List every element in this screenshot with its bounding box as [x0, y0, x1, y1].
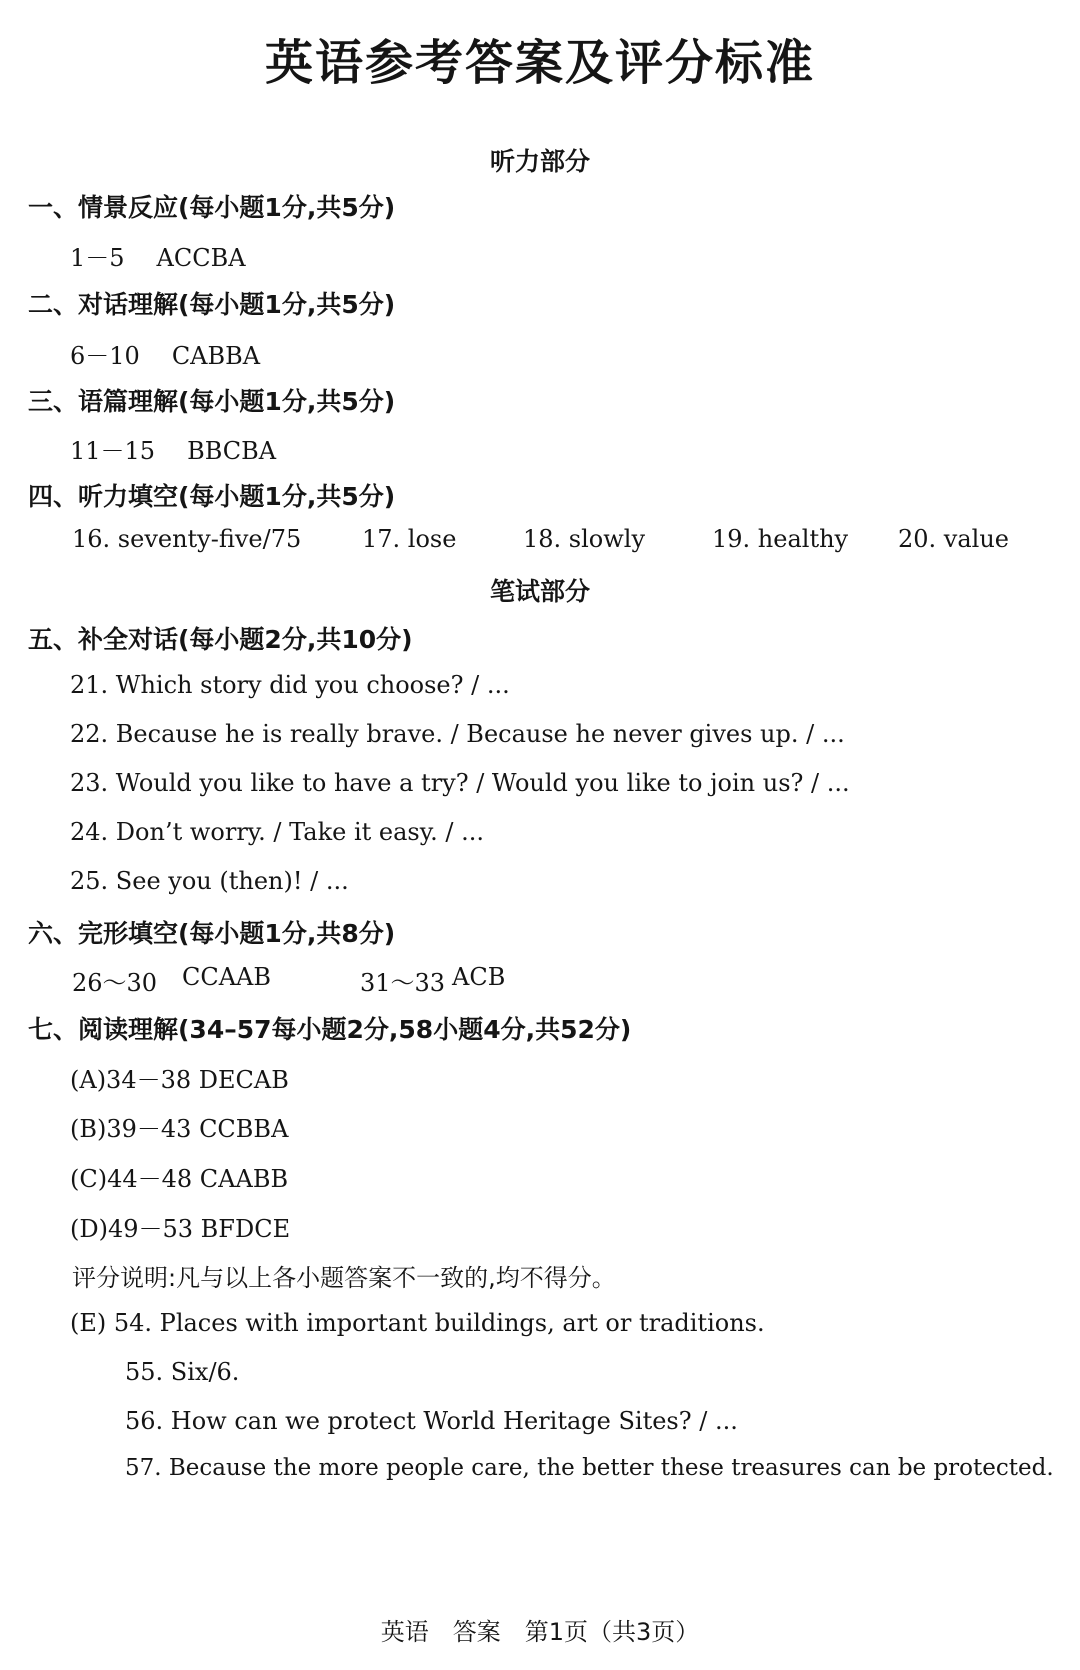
reading-group-a: (A)34－38 DECAB — [70, 1066, 289, 1094]
section-1-heading: 一、情景反应(每小题1分,共5分) — [28, 193, 396, 222]
section-2-letters: CABBA — [171, 342, 261, 370]
section-6-answers — [72, 963, 1062, 995]
section-1-letters: ACCBA — [156, 244, 246, 272]
section-1-answers — [70, 238, 246, 273]
section-2-heading: 二、对话理解(每小题1分,共5分) — [28, 290, 396, 319]
answer-19: 19. healthy — [712, 525, 849, 553]
answer-25: 25. See you (then)! / ... — [70, 867, 349, 895]
page-footer: 英语 答案 第1页（共3页） — [380, 1618, 700, 1646]
scoring-note: 评分说明:凡与以上各小题答案不一致的,均不得分。 — [72, 1264, 616, 1292]
answer-21: 21. Which story did you choose? / ... — [70, 671, 510, 699]
answer-22: 22. Because he is really brave. / Because he never gives up. / ... — [70, 720, 845, 748]
answer-16: 16. seventy-five/75 — [72, 525, 302, 553]
section-7-heading: 七、阅读理解(34–57每小题2分,58小题4分,共52分) — [28, 1015, 632, 1044]
section-4-heading: 四、听力填空(每小题1分,共5分) — [28, 482, 396, 511]
reading-group-d: (D)49－53 BFDCE — [70, 1215, 291, 1243]
section-6-letters-1: CCAAB — [182, 963, 272, 991]
section-2-range: 6－10 — [70, 342, 140, 370]
written-part-heading: 笔试部分 — [489, 577, 590, 606]
section-3-answers — [70, 431, 276, 466]
section-3-range: 11－15 — [70, 437, 156, 465]
answer-54: (E) 54. Places with important buildings, art or traditions. — [70, 1309, 765, 1337]
answer-18: 18. slowly — [523, 525, 646, 553]
section-1-range: 1－5 — [70, 244, 125, 272]
section-6-heading: 六、完形填空(每小题1分,共8分) — [28, 919, 396, 948]
answer-57: 57. Because the more people care, the better these treasures can be protected. — [125, 1455, 1054, 1481]
section-3-heading: 三、语篇理解(每小题1分,共5分) — [28, 387, 396, 416]
section-4-answers — [72, 525, 1062, 557]
answer-23: 23. Would you like to have a try? / Would you like to join us? / ... — [70, 769, 850, 797]
section-6-letters-2: ACB — [452, 963, 506, 991]
listening-part-heading: 听力部分 — [489, 147, 590, 176]
page-title: 英语参考答案及评分标准 — [264, 35, 815, 91]
section-2-answers — [70, 336, 260, 371]
section-5-heading: 五、补全对话(每小题2分,共10分) — [28, 625, 413, 654]
section-6-range-1: 26～30 — [72, 969, 158, 997]
answer-24: 24. Don’t worry. / Take it easy. / ... — [70, 818, 484, 846]
answer-20: 20. value — [898, 525, 1009, 553]
reading-group-c: (C)44－48 CAABB — [70, 1165, 289, 1193]
reading-group-b: (B)39－43 CCBBA — [70, 1115, 289, 1143]
answer-55: 55. Six/6. — [125, 1358, 240, 1386]
answer-56: 56. How can we protect World Heritage Sites? / ... — [125, 1407, 738, 1435]
answer-17: 17. lose — [362, 525, 457, 553]
section-6-range-2: 31～33 — [360, 969, 446, 997]
section-3-letters: BBCBA — [187, 437, 277, 465]
